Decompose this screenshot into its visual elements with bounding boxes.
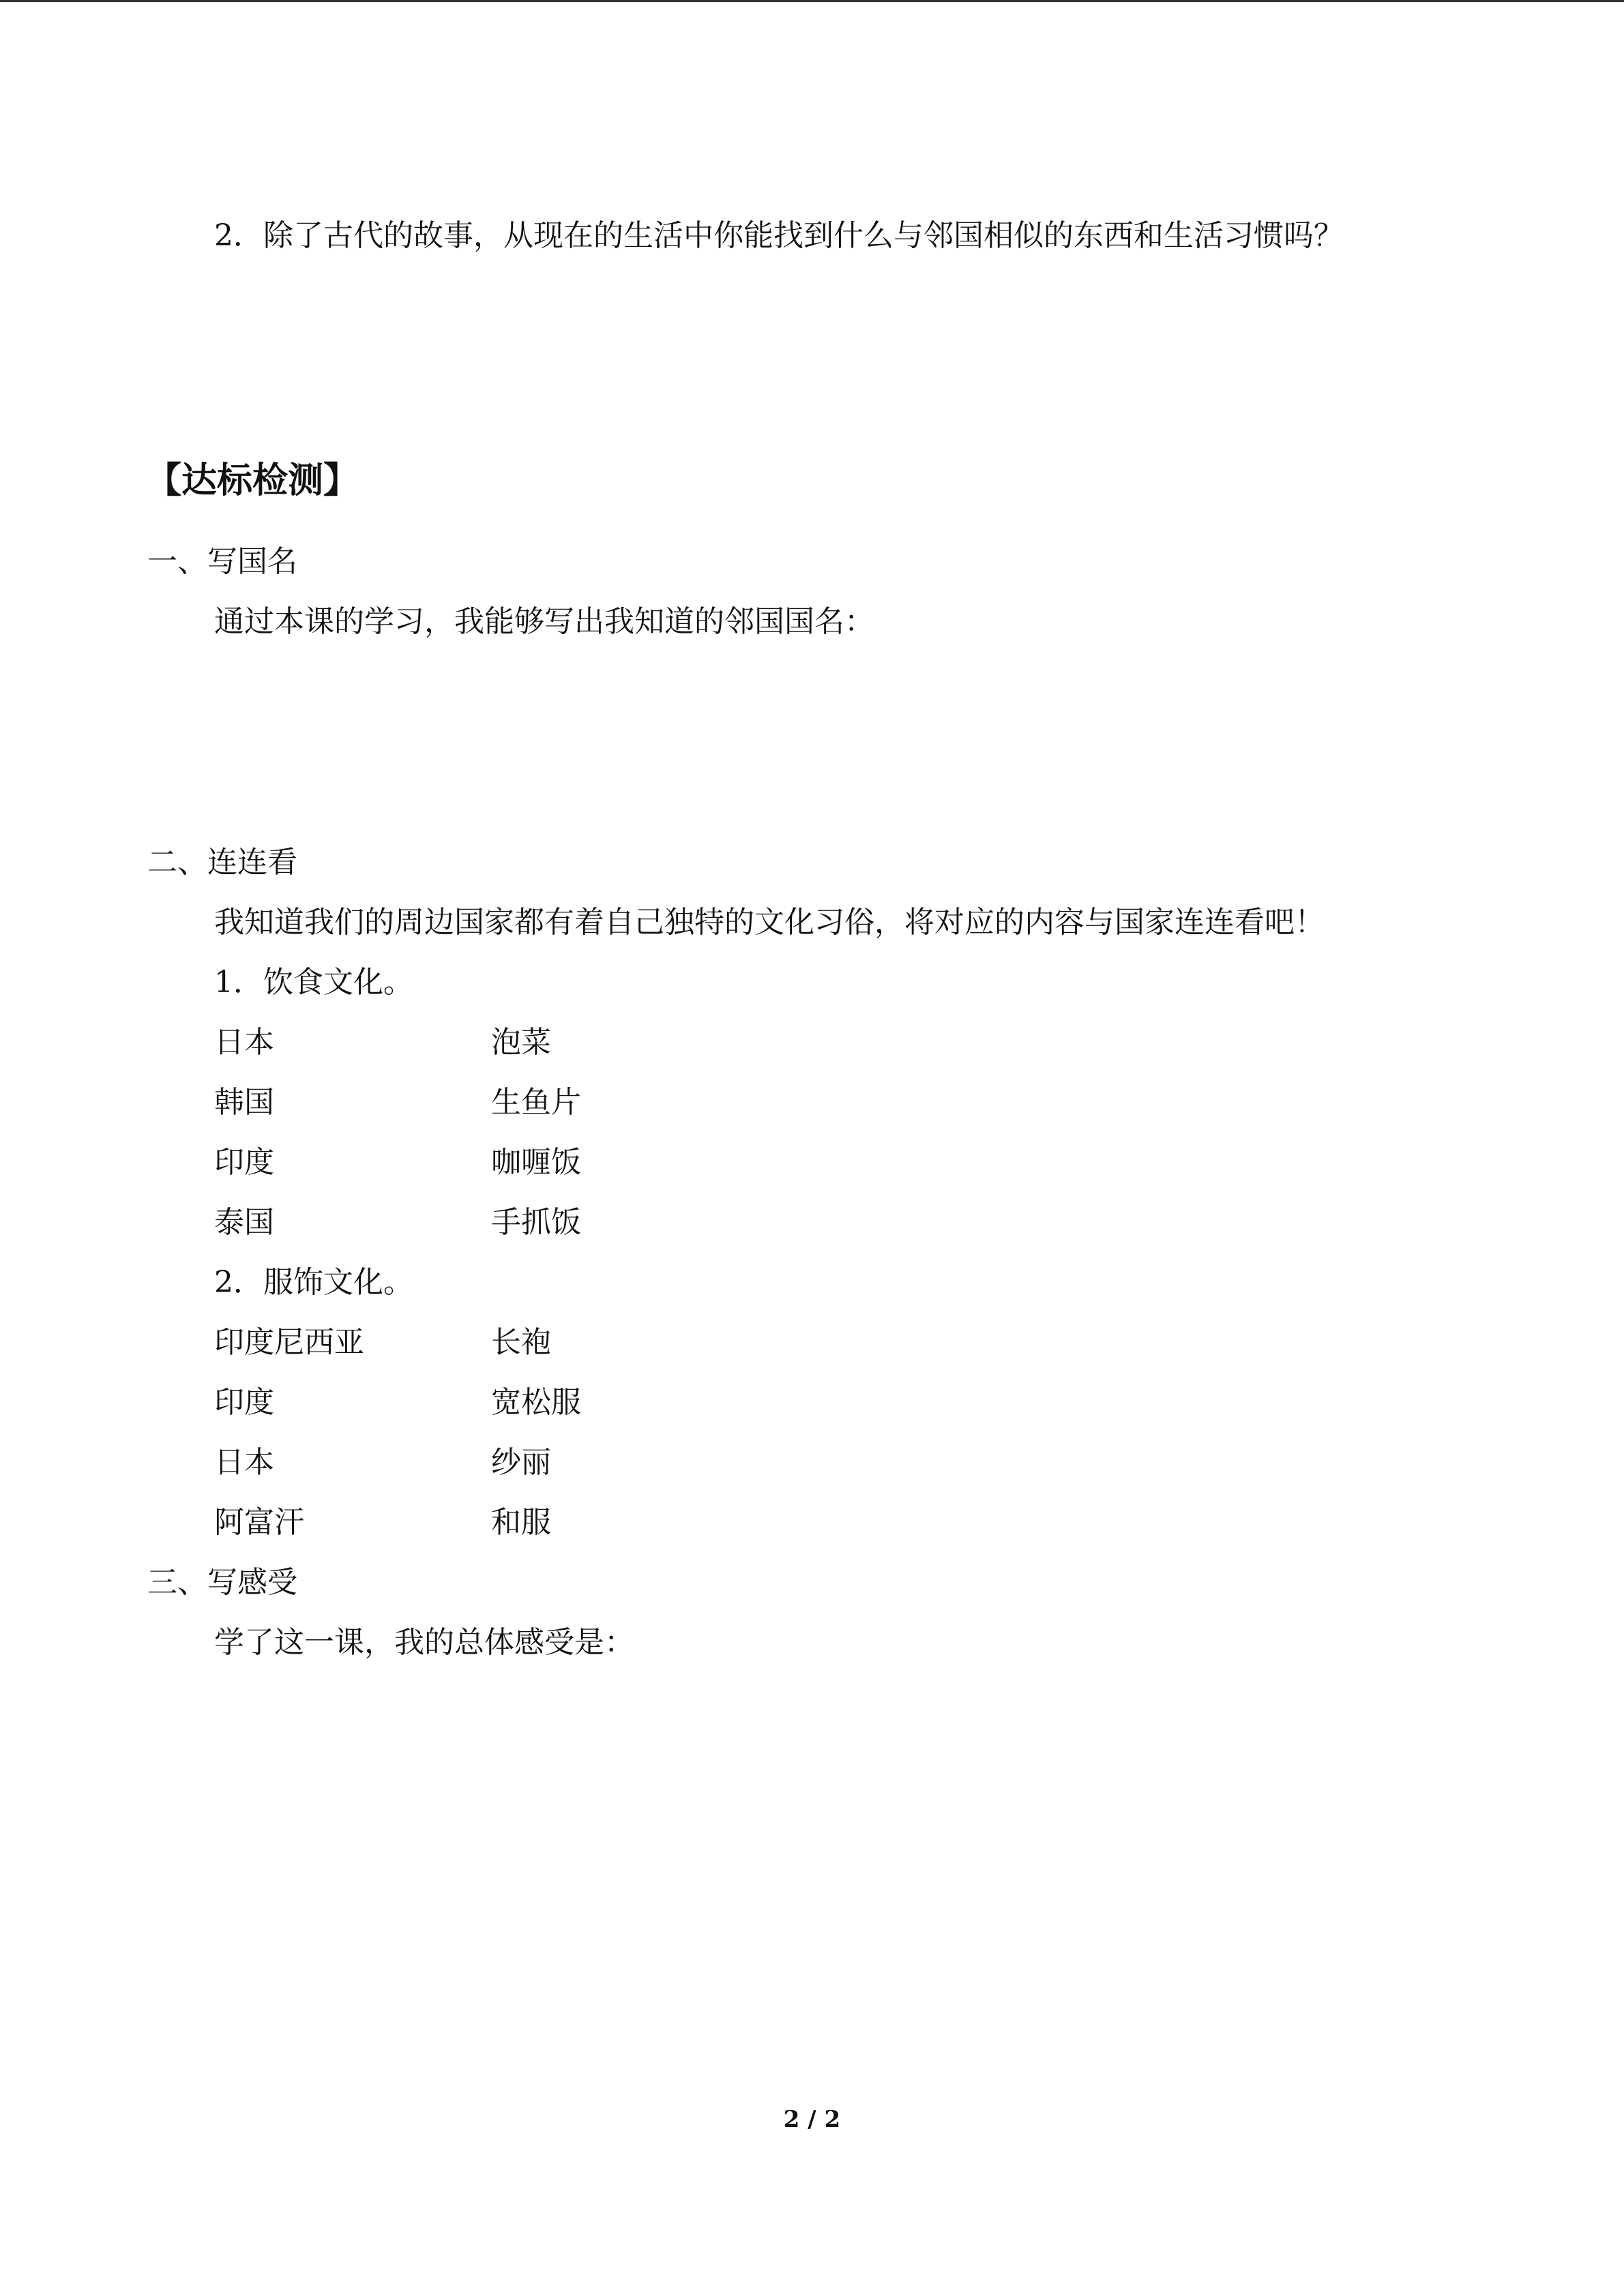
part1-prompt: 通过本课的学习，我能够写出我知道的邻国国名： <box>214 604 874 639</box>
clothing-country-3: 日本 <box>214 1445 274 1480</box>
clothing-country-1: 印度尼西亚 <box>214 1325 364 1360</box>
clothing-item-2: 宽松服 <box>491 1385 581 1420</box>
clothing-culture-title: 2．服饰文化。 <box>214 1265 413 1300</box>
clothing-country-4: 阿富汗 <box>214 1505 304 1540</box>
part3-title: 三、写感受 <box>147 1565 297 1600</box>
page-number: 2 / 2 <box>783 2106 841 2133</box>
food-culture-title: 1．饮食文化。 <box>214 965 413 1000</box>
clothing-country-2: 印度 <box>214 1385 274 1420</box>
page-top-border <box>0 0 1624 2</box>
food-item-1: 泡菜 <box>491 1025 551 1060</box>
food-country-1: 日本 <box>214 1025 274 1060</box>
part2-title: 二、连连看 <box>147 845 297 880</box>
food-country-2: 韩国 <box>214 1085 274 1120</box>
food-item-2: 生鱼片 <box>491 1085 581 1120</box>
clothing-item-1: 长袍 <box>491 1325 551 1360</box>
part1-title: 一、写国名 <box>147 544 297 579</box>
clothing-item-4: 和服 <box>491 1505 551 1540</box>
food-item-4: 手抓饭 <box>491 1205 581 1240</box>
clothing-item-3: 纱丽 <box>491 1445 551 1480</box>
part2-intro: 我知道我们的周边国家都有着自己独特的文化习俗，将对应的内容与国家连连看吧！ <box>214 905 1325 940</box>
question-2: 2．除了古代的故事，从现在的生活中你能找到什么与邻国相似的东西和生活习惯吗？ <box>214 218 1344 253</box>
food-country-4: 泰国 <box>214 1205 274 1240</box>
section-heading: 【达标检测】 <box>146 460 359 501</box>
food-country-3: 印度 <box>214 1145 274 1180</box>
part3-prompt: 学了这一课，我的总体感受是： <box>214 1625 634 1660</box>
food-item-3: 咖喱饭 <box>491 1145 581 1180</box>
